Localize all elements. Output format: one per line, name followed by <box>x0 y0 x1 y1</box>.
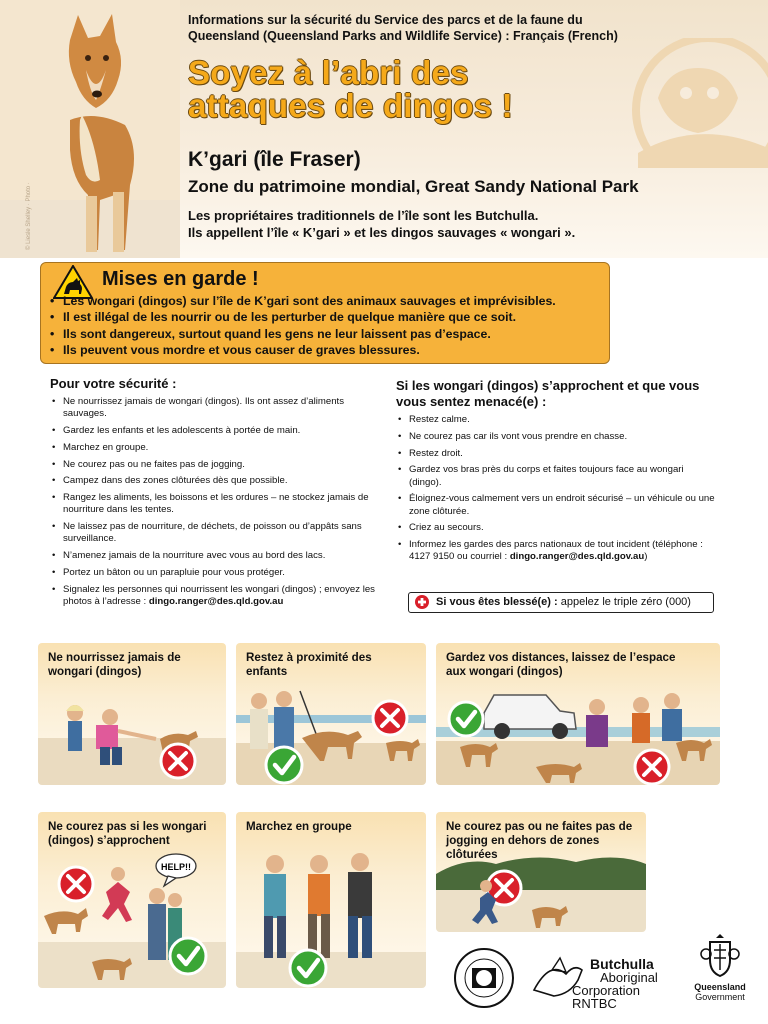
cross-icon <box>635 750 669 784</box>
safety-item: • Ne courez pas ou ne faites pas de jogging. <box>50 459 380 471</box>
panel-walk-group <box>236 812 426 988</box>
approach-section <box>396 378 716 568</box>
panel-stay-close-children <box>236 643 426 785</box>
warnings-box <box>40 262 610 364</box>
safety-section <box>50 376 380 613</box>
header-banner <box>0 0 768 258</box>
check-icon <box>290 950 326 986</box>
heritage-subheading: Zone du patrimoine mondial, Great Sandy National Park <box>188 177 639 196</box>
safety-list <box>50 396 380 608</box>
safety-item: • Ne laissez pas de nourriture, de déchets, de poisson ou d’appâts sans surveillance. <box>50 521 380 545</box>
panel-label: Marchez en groupe <box>246 820 352 833</box>
report-text: Signalez les personnes qui nourrissent les wongari (dingos) ; envoyez les photos à l’adresse : <box>63 583 375 607</box>
traditional-owners-text <box>188 207 575 241</box>
butchulla-logo <box>530 950 680 1010</box>
butchulla-text <box>572 956 680 1011</box>
butchulla-name: Butchulla <box>590 956 654 972</box>
intro-line-2: Queensland (Queensland Parks and Wildlife Service) : Français (French) <box>188 29 618 43</box>
safety-item: • Marchez en groupe. <box>50 442 380 454</box>
approach-item: • Restez calme. <box>396 414 716 426</box>
panel-dont-run-approach <box>38 812 226 988</box>
panel-label: Restez à proximité des enfants <box>246 651 372 678</box>
warning-item: • Ils peuvent vous mordre et vous causer de graves blessures. <box>49 342 556 358</box>
warning-item: • Ils sont dangereux, surtout quand les gens ne leur laissent pas d’espace. <box>49 326 556 342</box>
qld-line-2: Government <box>695 992 745 1002</box>
panel-label: Ne courez pas ou ne faites pas de jogging en dehors de zones clôturées <box>446 820 633 861</box>
approach-item: • Restez droit. <box>396 448 716 460</box>
queensland-government-logo <box>690 934 750 1014</box>
panel-no-jogging <box>436 812 646 932</box>
intro-text <box>188 12 748 44</box>
location-heading: K’gari (île Fraser) <box>188 148 361 171</box>
check-icon <box>449 702 483 736</box>
help-speech-bubble: HELP!! <box>161 862 191 872</box>
owners-line-2: Ils appellent l’île « K’gari » et les dingos sauvages « wongari ». <box>188 225 576 240</box>
warning-item: • Les wongari (dingos) sur l’île de K’gari sont des animaux sauvages et imprévisibles. <box>49 293 556 309</box>
approach-item: • Criez au secours. <box>396 522 716 534</box>
panel-label: Ne courez pas si les wongari (dingos) s’approchent <box>48 820 207 847</box>
warnings-title: Mises en garde ! <box>102 268 259 290</box>
panel-label: Gardez vos distances, laissez de l’espace aux wongari (dingos) <box>446 651 676 678</box>
cross-icon <box>59 867 93 901</box>
approach-item: • Ne courez pas car ils vont vous prendre en chasse. <box>396 431 716 443</box>
emergency-text: appelez le triple zéro (000) <box>557 596 691 608</box>
photo-credit: © Liesle Shelley · Photo · <box>26 182 32 250</box>
safety-item-report <box>50 584 380 608</box>
butchulla-line-2: Aboriginal <box>600 970 658 985</box>
first-aid-icon <box>415 595 429 609</box>
page-title <box>188 56 728 122</box>
safety-item: • N’amenez jamais de la nourriture avec vous au bord des lacs. <box>50 550 380 562</box>
report-email-link[interactable]: dingo.ranger@des.qld.gov.au <box>148 595 284 607</box>
panel-label: Ne nourrissez jamais de wongari (dingos) <box>48 651 181 678</box>
intro-line-1: Informations sur la sécurité du Service des parcs et de la faune du <box>188 13 583 27</box>
queensland-text <box>690 982 750 1002</box>
check-icon <box>266 747 302 783</box>
cross-icon <box>373 701 407 735</box>
ranger-report-close: ) <box>644 551 648 563</box>
ranger-report-text: Informez les gardes des parcs nationaux de tout incident (téléphone : 4127 9150 ou courriel : <box>409 539 703 563</box>
panel-keep-distance <box>436 643 720 785</box>
approach-item-report <box>396 539 716 563</box>
safety-title: Pour votre sécurité : <box>50 376 177 391</box>
group-scene-illustration <box>236 812 426 988</box>
queensland-crest-icon <box>700 934 740 980</box>
approach-item: • Gardez vos bras près du corps et faites toujours face au wongari (dingo). <box>396 464 716 488</box>
check-icon <box>170 938 206 974</box>
panel-dont-feed <box>38 643 226 785</box>
title-line-2: attaques de dingos ! <box>188 87 513 124</box>
qld-line-1: Queensland <box>694 982 746 992</box>
emergency-label: Si vous êtes blessé(e) : <box>436 596 558 608</box>
butchulla-line-3: Corporation RNTBC <box>572 983 640 1011</box>
safety-item: • Gardez les enfants et les adolescents à portée de main. <box>50 425 380 437</box>
emergency-box <box>408 592 714 613</box>
safety-item: • Ne nourrissez jamais de wongari (dingos). Ils ont assez d’aliments sauvages. <box>50 396 380 420</box>
title-line-1: Soyez à l’abri des <box>188 54 469 91</box>
approach-list <box>396 414 716 564</box>
safety-item: • Rangez les aliments, les boissons et les ordures – ne stockez jamais de nourriture dans les tentes. <box>50 492 380 516</box>
approach-title: Si les wongari (dingos) s’approchent et que vous vous sentez menacé(e) : <box>396 378 700 409</box>
owners-line-1: Les propriétaires traditionnels de l’île sont les Butchulla. <box>188 208 539 223</box>
safety-item: • Campez dans des zones clôturées dès que possible. <box>50 475 380 487</box>
approach-item: • Éloignez-vous calmement vers un endroit sécurisé – un véhicule ou une zone clôturée. <box>396 493 716 517</box>
safety-item: • Portez un bâton ou un parapluie pour vous protéger. <box>50 567 380 579</box>
warning-item: • Il est illégal de les nourrir ou de les perturber de quelque manière que ce soit. <box>49 309 556 325</box>
world-heritage-logo <box>452 946 516 1010</box>
dingo-photo <box>0 0 180 258</box>
cross-icon <box>161 744 195 778</box>
warnings-list <box>49 293 556 358</box>
ranger-email-link[interactable]: dingo.ranger@des.qld.gov.au <box>509 551 645 563</box>
